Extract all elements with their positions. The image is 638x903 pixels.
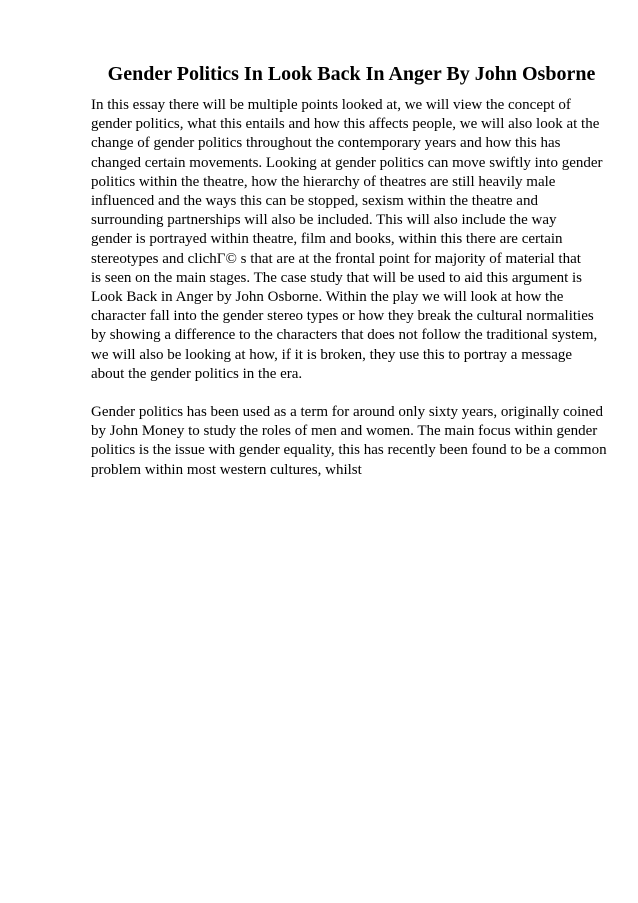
document-title: Gender Politics In Look Back In Anger By John Osborne: [107, 63, 596, 85]
paragraph-intro: In this essay there will be multiple points looked at, we will view the concept of gender politics, what this entails and how this affects people, we will also look at the change of gender politics throughout the contemporary years and how this has changed certain movements. Looking at gender politics can move swiftly into gender politics within the theatre, how the hierarchy of theatres are still heavily male influenced and the ways this can be stopped, sexism within the theatre and surrounding partnerships will also be included. This will also include the way gender is portrayed within theatre, film and books, within this there are certain stereotypes and clichГ© s that are at the frontal point for majority of material that is seen on the main stages. The case study that will be used to aid this argument is Look Back in Anger by John Osborne. Within the play we will look at how the character fall into the gender stereo types or how they break the cultural normalities by showing a difference to the characters that does not follow the traditional system, we will also be looking at how, if it is broken, they use this to portray a message about the gender politics in the era.: [91, 97, 603, 382]
paragraph-gender-politics: Gender politics has been used as a term for around only sixty years, originally coined by John Money to study the roles of men and women. The main focus within gender politics is the issue with gender equality, this has recently been found to be a common problem within most western cultures, whilst: [91, 404, 607, 478]
